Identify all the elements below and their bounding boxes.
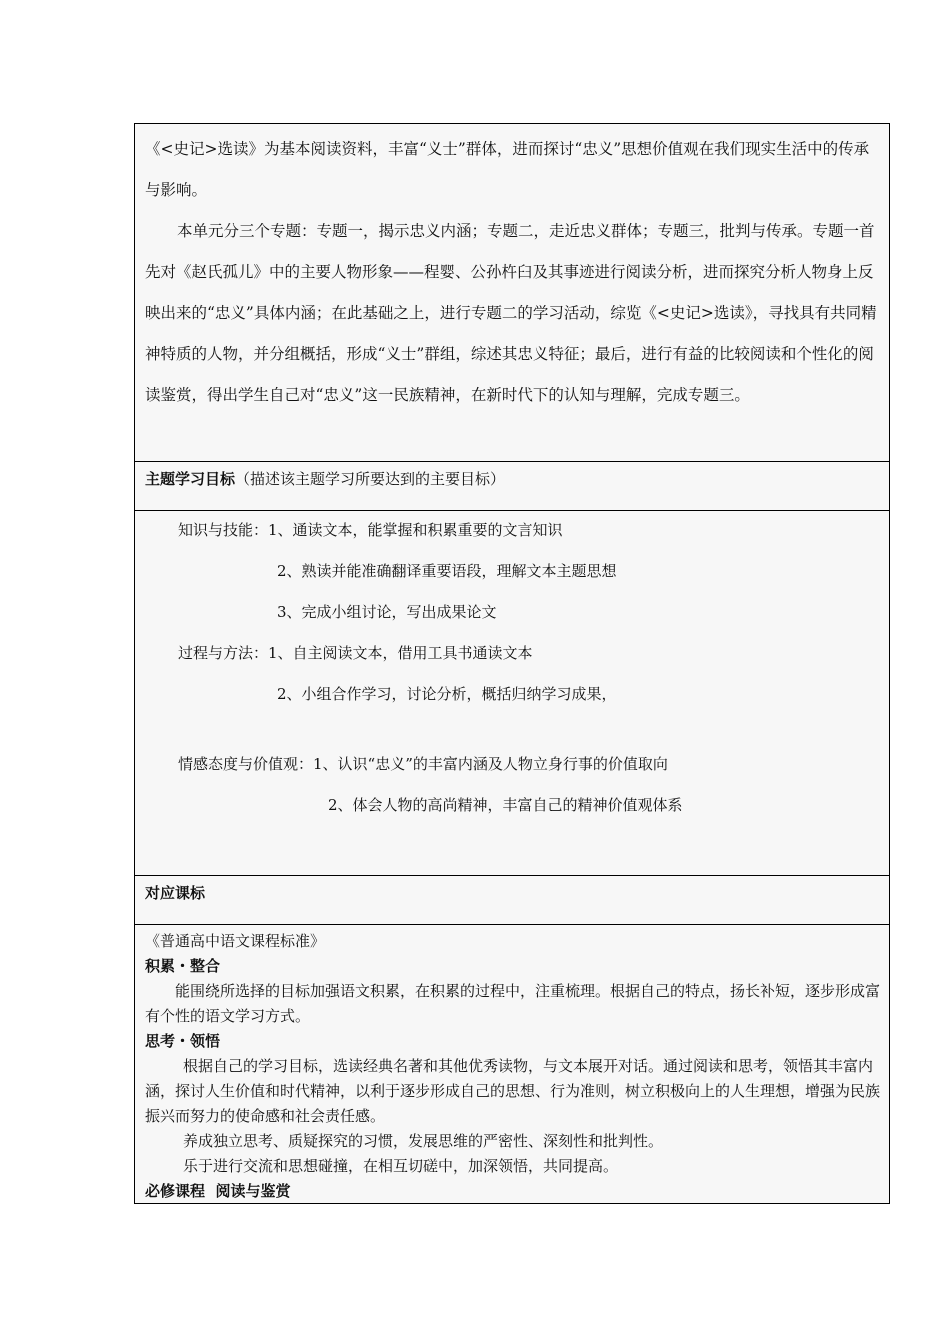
standard-heading-2: 思考・领悟 [145, 1032, 221, 1050]
learning-goals [135, 511, 889, 876]
standard-heading-3: 必修课程 阅读与鉴赏 [145, 1182, 291, 1200]
standard-text-4: 乐于进行交流和思想碰撞，在相互切磋中，加深领悟，共同提高。 [183, 1157, 619, 1175]
standard-book-title: 《普通高中语文课程标准》 [145, 932, 326, 950]
goal-process-2: 2、小组合作学习，讨论分析，概括归纳学习成果， [277, 685, 617, 703]
standard-text-3: 养成独立思考、质疑探究的习惯，发展思维的严密性、深刻性和批判性。 [183, 1132, 664, 1150]
goal-emotion-2: 2、体会人物的高尚精神，丰富自己的精神价值观体系 [328, 796, 683, 814]
goal-knowledge-1: 知识与技能：1、通读文本，能掌握和积累重要的文言知识 [178, 521, 563, 539]
lesson-plan-table [134, 123, 890, 1204]
standard-text-1: 能围绕所选择的目标加强语文积累，在积累的过程中，注重梳理。根据自己的特点，扬长补短，逐步形成富有个性的语文学习方式。 [145, 982, 881, 1025]
goal-emotion-1: 情感态度与价值观：1、认识“忠义”的丰富内涵及人物立身行事的价值取向 [178, 755, 668, 773]
unit-introduction [135, 124, 889, 462]
standard-heading-1: 积累・整合 [145, 957, 221, 975]
goals-header-row [135, 462, 889, 511]
goals-header-title: 主题学习目标 [145, 470, 236, 488]
intro-paragraph-1: 《<史记>选读》为基本阅读资料，丰富“义士”群体，进而探讨“忠义”思想价值观在我们现实生活中的传承与影响。 [145, 140, 870, 199]
curriculum-standard [135, 925, 889, 1203]
standard-header-row [135, 876, 889, 925]
goal-knowledge-3: 3、完成小组讨论，写出成果论文 [277, 603, 497, 621]
goal-process-1: 过程与方法：1、自主阅读文本，借用工具书通读文本 [178, 644, 533, 662]
intro-paragraph-2: 本单元分三个专题：专题一，揭示忠义内涵；专题二，走近忠义群体；专题三，批判与传承。专题一首先对《赵氏孤儿》中的主要人物形象——程婴、公孙杵臼及其事迹进行阅读分析，进而探究分析人物身上反映出来的“忠义”具体内涵；在此基础之上，进行专题二的学习活动，综览《<史记>选读》，寻找具有共同精神特质的人物，并分组概括，形成“义士”群组，综述其忠义特征；最后，进行有益的比较阅读和个性化的阅读鉴赏，得出学生自己对“忠义”这一民族精神，在新时代下的认知与理解，完成专题三。 [145, 222, 877, 404]
standard-header-title: 对应课标 [145, 884, 206, 902]
standard-text-2: 根据自己的学习目标，选读经典名著和其他优秀读物，与文本展开对话。通过阅读和思考，领悟其丰富内涵，探讨人生价值和时代精神，以利于逐步形成自己的思想、行为准则，树立积极向上的人生理想，增强为民族振兴而努力的使命感和社会责任感。 [145, 1057, 881, 1125]
goals-header-note: （描述该主题学习所要达到的主要目标） [235, 470, 506, 488]
goal-knowledge-2: 2、熟读并能准确翻译重要语段，理解文本主题思想 [277, 562, 617, 580]
